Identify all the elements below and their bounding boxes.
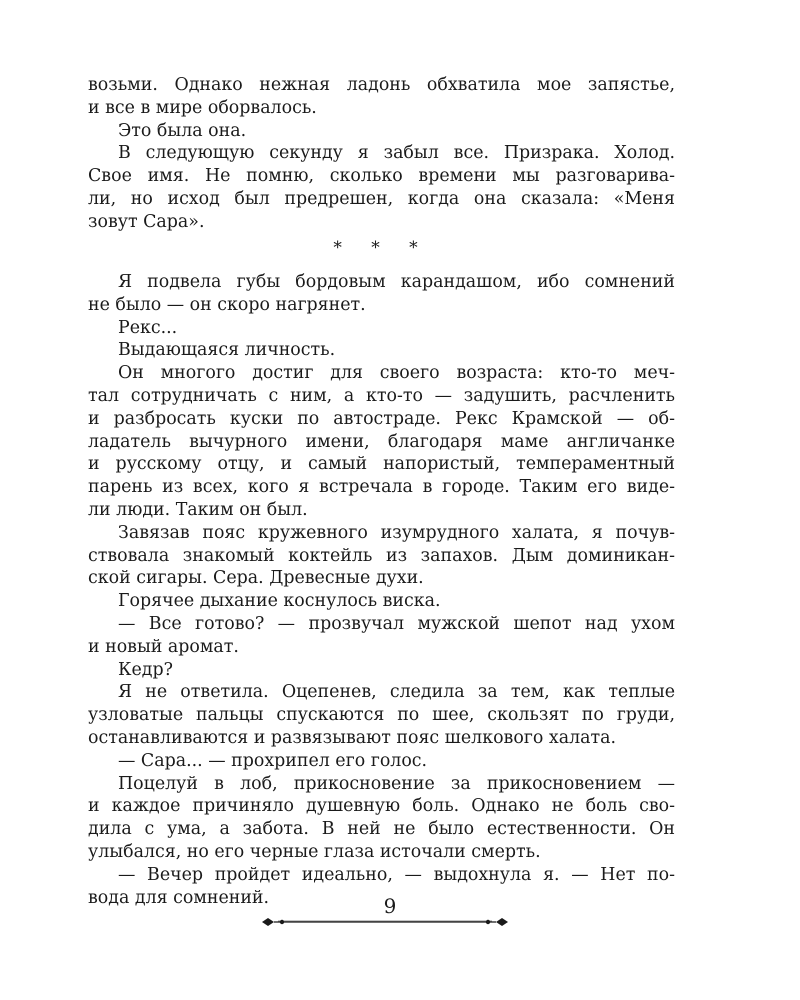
text-line: В следующую секунду я забыл все. Призрака. Холод.	[118, 143, 675, 164]
page-number: 9	[383, 894, 397, 918]
text-line: вода для сомнений.	[88, 887, 270, 908]
ornament-divider-icon	[260, 914, 510, 930]
text-line: Я не ответила. Оцепенев, следила за тем, как теплые	[118, 682, 675, 703]
text-line: зовут Сара».	[88, 211, 205, 232]
text-line: Завязав пояс кружевного изумрудного халата, я почув-	[118, 522, 675, 543]
text-line: ли, но исход был предрешен, когда она сказала: «Меня	[88, 188, 675, 209]
text-line: — Вечер пройдет идеально, — выдохнула я. — Нет по-	[118, 864, 675, 885]
text-line: ладатель вычурного имени, благодаря маме англичанке	[88, 431, 675, 452]
text-line: не было — он скоро нагрянет.	[88, 294, 366, 315]
text-block-bottom	[88, 271, 675, 909]
text-line: и все в мире оборвалось.	[88, 97, 317, 118]
text-line: Это была она.	[118, 120, 247, 141]
text-line: возьми. Однако нежная ладонь обхватила мое запястье,	[88, 75, 675, 95]
section-separator: * * *	[333, 238, 430, 258]
text-line: ли люди. Таким он был.	[88, 499, 308, 520]
text-line: улыбался, но его черные глаза источали смерть.	[88, 841, 541, 862]
text-line: тал сотрудничать с ним, а кто-то — задушить, расчленить	[88, 385, 675, 406]
text-line: Поцелуй в лоб, прикосновение за прикосновением —	[118, 773, 675, 794]
text-line: — Сара... — прохрипел его голос.	[118, 750, 428, 771]
text-line: и каждое причиняло душевную боль. Однако не боль сво-	[88, 796, 675, 817]
text-line: Выдающаяся личность.	[118, 340, 336, 361]
text-line: Я подвела губы бордовым карандашом, ибо сомнений	[118, 272, 675, 292]
text-line: — Все готово? — прозвучал мужской шепот над ухом	[118, 613, 675, 634]
text-line: ствовала знакомый коктейль из запахов. Дым доминикан-	[88, 545, 675, 566]
text-line: дила с ума, а забота. В ней не было естественности. Он	[88, 819, 675, 840]
text-line: останавливаются и развязывают пояс шелкового халата.	[88, 727, 617, 748]
text-line: Горячее дыхание коснулось виска.	[118, 591, 441, 612]
text-line: узловатые пальцы спускаются по шее, скользят по груди,	[88, 705, 675, 726]
text-line: Свое имя. Не помню, сколько времени мы разговарива-	[88, 166, 675, 187]
text-line: Рекс...	[118, 317, 178, 338]
text-line: и новый аромат.	[88, 636, 239, 657]
text-line: Он многого достиг для своего возраста: кто-то меч-	[118, 363, 675, 384]
text-line: парень из всех, кого я встречала в городе. Таким его виде-	[88, 477, 675, 498]
text-line: ской сигары. Сера. Древесные духи.	[88, 568, 424, 589]
text-line: и русскому отцу, и самый напористый, темпераментный	[88, 454, 675, 475]
text-line: и разбросать куски по автостраде. Рекс Крамской — об-	[88, 408, 675, 429]
text-block-top	[88, 74, 675, 234]
text-line: Кедр?	[118, 659, 173, 680]
